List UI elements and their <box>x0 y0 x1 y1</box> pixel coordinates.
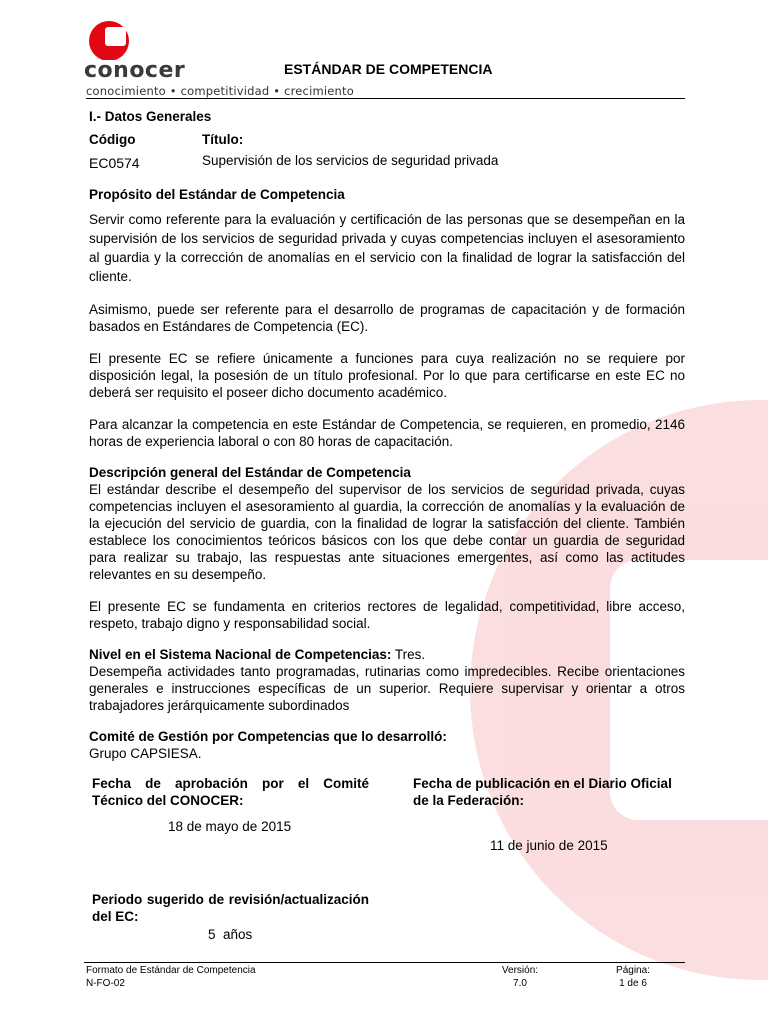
comite-heading: Comité de Gestión por Competencias que lo desarrolló: <box>89 729 447 744</box>
periodo-label: Periodo sugerido de revisión/actualización del EC: <box>92 892 369 924</box>
footer-divider <box>84 962 685 963</box>
fecha-publicacion-value: 11 de junio de 2015 <box>490 838 608 853</box>
proposito-paragraph-2: Asimismo, puede ser referente para el desarrollo de programas de capacitación y de formación basados en Estándares de Competencia (EC). <box>89 302 685 334</box>
section-title: I.- Datos Generales <box>89 109 212 124</box>
nivel-value: Tres. <box>391 647 426 662</box>
footer-version-value: 7.0 <box>513 978 527 989</box>
nivel-line <box>89 646 685 663</box>
footer-page <box>608 964 658 990</box>
footer-format <box>86 964 256 990</box>
codigo-label: Código <box>89 132 136 147</box>
nivel-heading: Nivel en el Sistema Nacional de Competencias: <box>89 647 392 662</box>
footer-version-label: Versión: <box>501 965 539 976</box>
descripcion-paragraph-2: El presente EC se fundamenta en criterios rectores de legalidad, competitividad, libre acceso, respeto, trabajo digno y responsabilidad social. <box>89 599 685 631</box>
titulo-label: Título: <box>202 132 244 147</box>
logo-wordmark: conocer <box>84 58 186 83</box>
footer-format-code: N-FO-02 <box>86 978 125 989</box>
periodo-value: 5 años <box>208 927 253 942</box>
titulo-value: Supervisión de los servicios de seguridad privada <box>202 153 499 168</box>
descripcion-paragraph-1: El estándar describe el desempeño del supervisor de los servicios de seguridad privada, cuyas competencias incluyen el asesoramiento al guardia, la corrección de anomalías y la evaluación de la ejecución del servicio de guardia, con la finalidad de lograr la satisfacción del cliente. También establece los conocimientos teóricos básicos con los que debe contar un guardia de seguridad para realizar su trabajo, las respuestas ante situaciones emergentes, así como las actitudes relevantes en su desempeño. <box>89 482 685 582</box>
nivel-text: Desempeña actividades tanto programadas, rutinarias como impredecibles. Recibe orientaciones generales e instrucciones específicas de un superior. Requiere supervisar y orientar a otros trabajadores jerárquicamente subordinados <box>89 664 685 713</box>
descripcion-heading: Descripción general del Estándar de Competencia <box>89 465 411 480</box>
proposito-heading: Propósito del Estándar de Competencia <box>89 187 345 202</box>
fecha-aprobacion-value: 18 de mayo de 2015 <box>168 819 292 834</box>
document-body <box>89 108 685 965</box>
comite-value: Grupo CAPSIESA. <box>89 746 202 761</box>
document-title: ESTÁNDAR DE COMPETENCIA <box>284 61 493 77</box>
footer-page-value: 1 de 6 <box>619 978 647 989</box>
proposito-paragraph-4: Para alcanzar la competencia en este Estándar de Competencia, se requieren, en promedio, 2146 horas de experiencia laboral o con 80 horas de capacitación. <box>89 417 685 449</box>
footer-page-label: Página: <box>616 965 650 976</box>
fecha-aprobacion-label: Fecha de aprobación por el Comité Técnico del CONOCER: <box>92 776 369 808</box>
codigo-value: EC0574 <box>89 155 140 171</box>
proposito-paragraph-1: Servir como referente para la evaluación y certificación de las personas que se desempeñan en la supervisión de los servicios de seguridad privada y cuyas competencias incluyen el asesoramiento al guardia y la corrección de anomalías en el servicio con la finalidad de lograr la satisfacción del cliente. <box>89 212 685 284</box>
conocer-logo-icon <box>84 20 136 60</box>
header-divider <box>86 98 685 99</box>
footer-version <box>495 964 545 990</box>
code-title-value-row <box>89 152 685 172</box>
fecha-publicacion-label: Fecha de publicación en el Diario Oficial de la Federación: <box>413 776 672 808</box>
logo-tagline: conocimiento • competitividad • crecimiento <box>86 84 354 98</box>
fechas-block <box>89 775 685 965</box>
code-title-header-row <box>89 131 685 148</box>
proposito-paragraph-3: El presente EC se refiere únicamente a funciones para cuya realización no se requiere por disposición legal, la posesión de un título profesional. Por lo que para certificarse en este EC no deberá ser requisito el poseer dicho documento académico. <box>89 351 685 400</box>
footer-format-name: Formato de Estándar de Competencia <box>86 965 256 976</box>
